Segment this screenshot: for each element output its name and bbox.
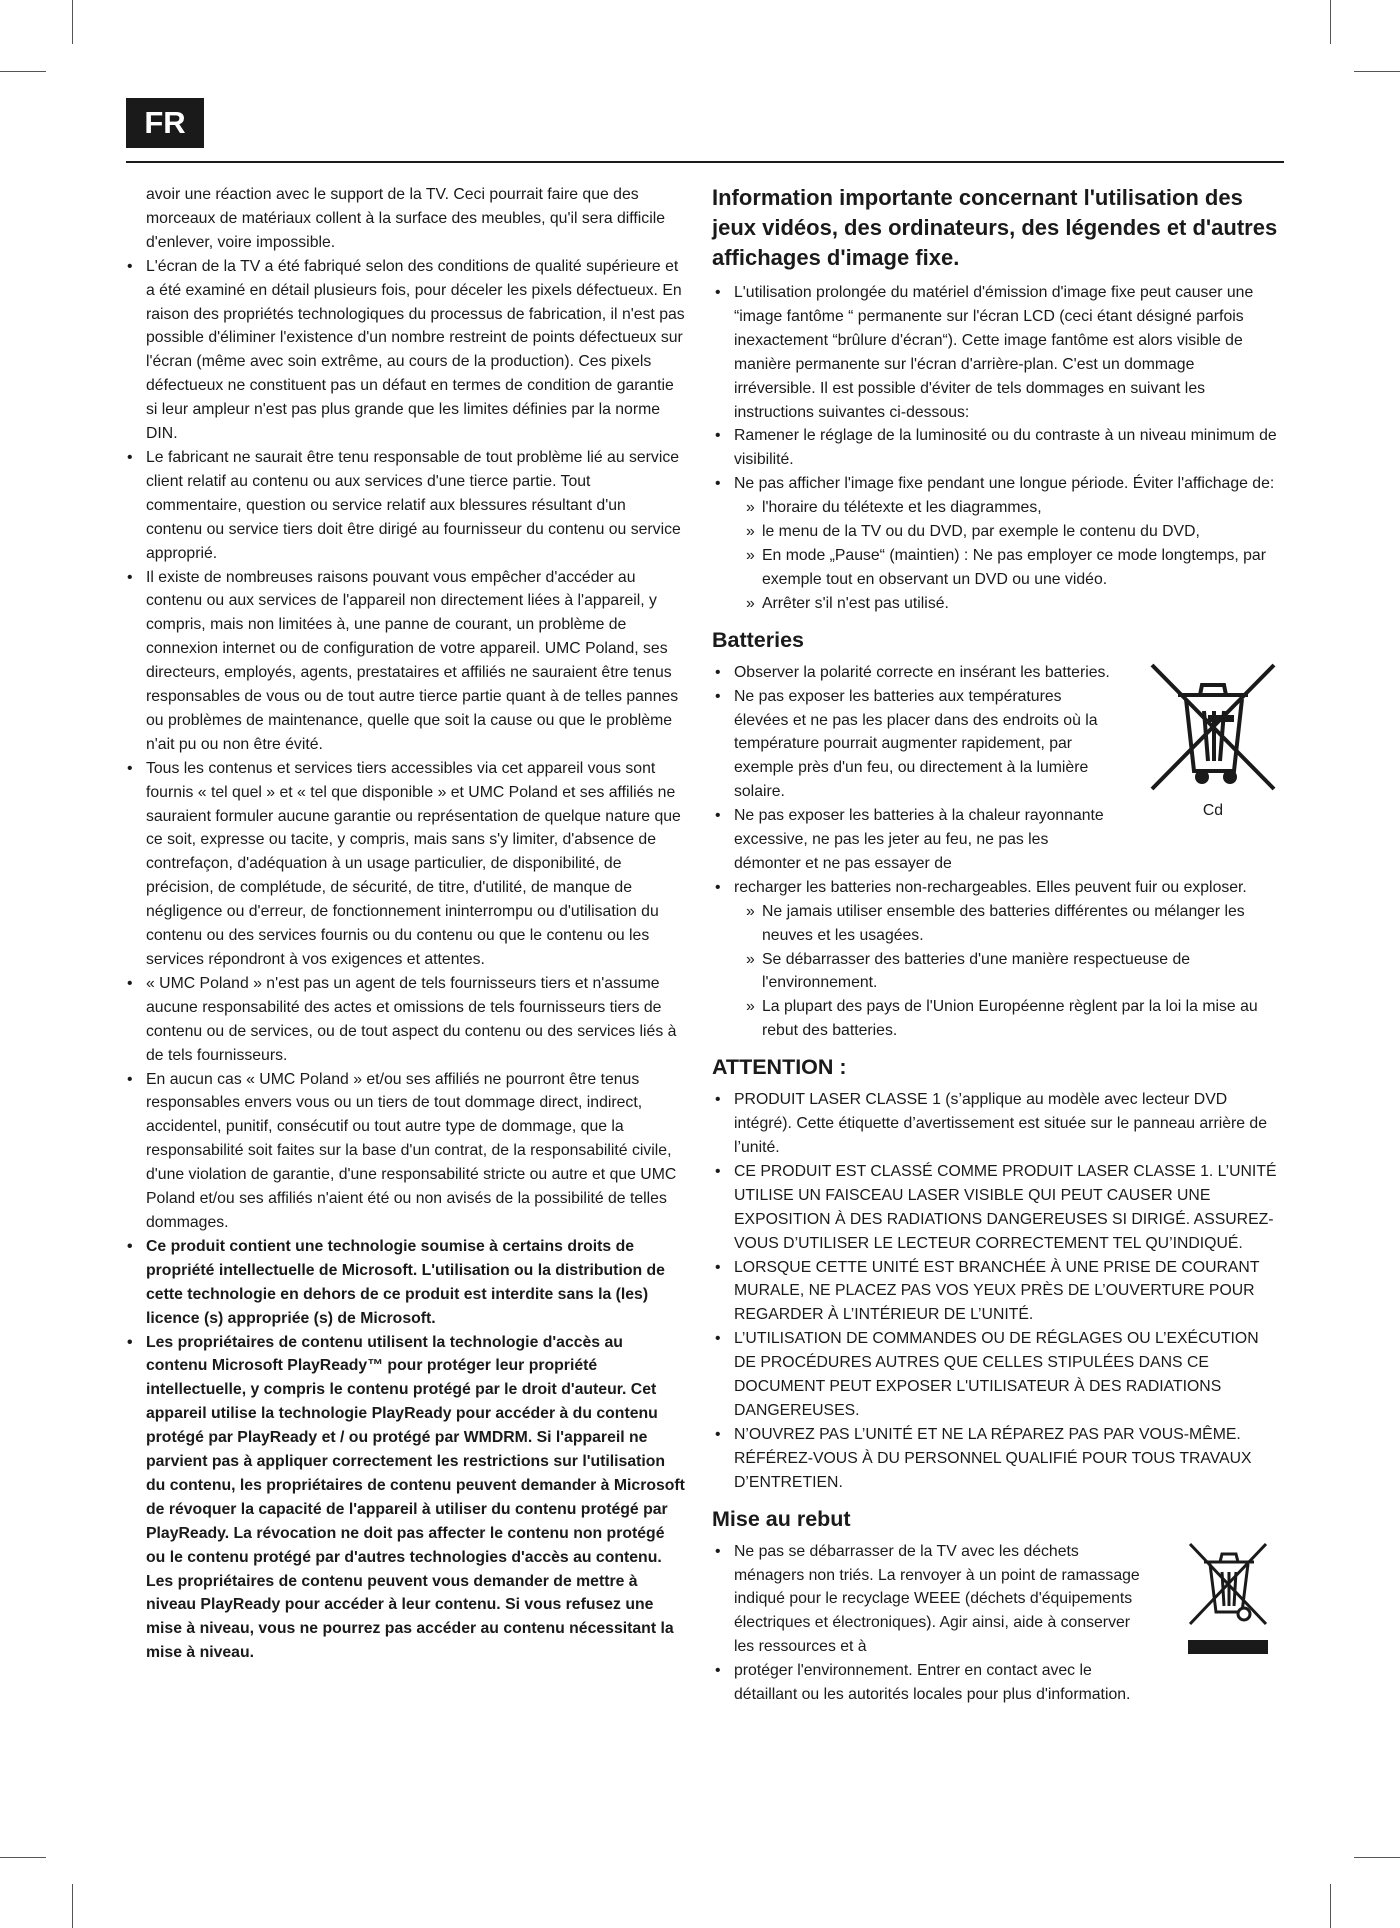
info-sub-list	[712, 496, 1278, 616]
batteries-bullet-list-cont	[712, 876, 1278, 900]
list-item: • L'utilisation prolongée du matériel d'émission d'image fixe peut causer une “image fantôme “ permanente sur l'écran LCD (ceci étant désigné parfois inexactement “brûlure d'écran“). Cette image fantôme est alors visible de manière permanente sur l'écran d'arrière-plan. C'est un dommage irréversible. Il est possible d'éviter de tels dommages en suivant les instructions suivantes ci-dessous:	[712, 281, 1278, 424]
crop-mark	[1354, 1857, 1400, 1858]
crop-mark	[72, 1884, 73, 1928]
left-column	[124, 183, 686, 1665]
list-item: • Ne pas se débarrasser de la TV avec les déchets ménagers non triés. La renvoyer à un point de ramassage indiqué pour le recyclage WEEE (déchets d'équipements électriques et électroniques). Agir ainsi, aide à conserver les ressources et à	[712, 1540, 1152, 1660]
crop-mark	[1330, 0, 1331, 44]
list-item: • protéger l'environnement. Entrer en contact avec le détaillant ou les autorités locales pour plus d'information.	[712, 1659, 1152, 1707]
list-item: • Ne pas exposer les batteries à la chaleur rayonnante excessive, ne pas les jeter au feu, ne pas les démonter et ne pas essayer de	[712, 804, 1112, 876]
sub-list-item: » le menu de la TV ou du DVD, par exemple le contenu du DVD,	[712, 520, 1278, 544]
list-item: • Ramener le réglage de la luminosité ou du contraste à un niveau minimum de visibilité.	[712, 424, 1278, 472]
crop-mark	[1330, 1884, 1331, 1928]
list-item-bold: • Les propriétaires de contenu utilisent la technologie d'accès au contenu Microsoft PlayReady™ pour protéger leur propriété intellectuelle, y compris le contenu protégé par le droit d'auteur. Cet appareil utilise la technologie PlayReady pour accéder à du contenu protégé par PlayReady et / ou protégé par WMDRM. Si l'appareil ne parvient pas à appliquer correctement les restrictions sur l'utilisation du contenu, les propriétaires de contenu peuvent demander à Microsoft de révoquer la capacité de l'appareil à utiliser du contenu protégé par PlayReady. La révocation ne doit pas affecter le contenu non protégé ou le contenu protégé par d'autres technologies d'accès au contenu. Les propriétaires de contenu peuvent vous demander de mettre à niveau PlayReady pour accéder à leur contenu. Si vous refusez une mise à niveau, vous ne pourrez pas accéder au contenu nécessitant la mise à niveau.	[124, 1331, 686, 1666]
disposal-block	[712, 1540, 1278, 1707]
weee-bin-icon	[1186, 1540, 1270, 1656]
intro-paragraph: avoir une réaction avec le support de la TV. Ceci pourrait faire que des morceaux de matériaux collent à la surface des meubles, qu'il sera difficile d'enlever, voire impossible.	[146, 186, 666, 251]
right-column	[712, 183, 1278, 1707]
symbol-caption: Cd	[1202, 801, 1224, 819]
list-item: • Ne pas exposer les batteries aux températures élevées et ne pas les placer dans des endroits où la température pourrait augmenter rapidement, par exemple près d'un feu, ou directement à la lumière solaire.	[712, 685, 1112, 805]
weee-symbol	[1186, 1540, 1270, 1656]
list-item: • Observer la polarité correcte en insérant les batteries.	[712, 661, 1112, 685]
list-item: • L'écran de la TV a été fabriqué selon des conditions de qualité supérieure et a été examiné en détail plusieurs fois, pour déceler les pixels défectueux. En raison des propriétés technologiques du processus de fabrication, il n'est pas possible d'éliminer l'existence d'un nombre restreint de points défectueux sur l'écran (même avec soin extrême, au cours de la production). Ces pixels défectueux ne constituent pas un défaut en termes de condition de garantie si leur ampleur n'est pas plus grande que les limites définies par la norme DIN.	[124, 255, 686, 446]
batteries-sub-list	[712, 900, 1278, 1043]
crossed-bin-icon	[1148, 661, 1278, 796]
attention-bullet-list	[712, 1088, 1278, 1494]
crop-mark	[1354, 71, 1400, 72]
list-item: • Le fabricant ne saurait être tenu responsable de tout problème lié au service client relatif au contenu ou aux services d'une tierce partie. Tout commentaire, question ou service relatif aux blessures résultant d'un contenu ou service tiers doit être dirigé au fournisseur du contenu ou service approprié.	[124, 446, 686, 566]
left-bullet-list	[124, 255, 686, 1665]
list-item: • PRODUIT LASER CLASSE 1 (s’applique au modèle avec lecteur DVD intégré). Cette étiquette d’avertissement est située sur le panneau arrière de l’unité.	[712, 1088, 1278, 1160]
sub-list-item: » l'horaire du télétexte et les diagrammes,	[712, 496, 1278, 520]
section-title-info: Information importante concernant l'utilisation des jeux vidéos, des ordinateurs, des légendes et d'autres affichages d'image fixe.	[712, 185, 1278, 270]
info-bullet-list	[712, 281, 1278, 496]
list-item: • Ne pas afficher l'image fixe pendant une longue période. Éviter l'affichage de:	[712, 472, 1278, 496]
list-item: • CE PRODUIT EST CLASSÉ COMME PRODUIT LASER CLASSE 1. L’UNITÉ UTILISE UN FAISCEAU LASER VISIBLE QUI PEUT CAUSER UNE EXPOSITION À DES RADIATIONS DANGEREUSES SI DIRIGÉ. ASSUREZ-VOUS D’UTILISER LE LECTEUR CORRECTEMENT TEL QU’INDIQUÉ.	[712, 1160, 1278, 1256]
list-item: • « UMC Poland » n'est pas un agent de tels fournisseurs tiers et n'assume aucune responsabilité des actes et omissions de tels fournisseurs tiers de contenu ou de services, ou de tout aspect du contenu ou des services liés à de tels fournisseurs.	[124, 972, 686, 1068]
section-title-disposal: Mise au rebut	[712, 1506, 851, 1531]
list-item: • recharger les batteries non-rechargeables. Elles peuvent fuir ou exploser.	[712, 876, 1278, 900]
list-item: • LORSQUE CETTE UNITÉ EST BRANCHÉE À UNE PRISE DE COURANT MURALE, NE PLACEZ PAS VOS YEUX PRÈS DE L’OUVERTURE POUR REGARDER À L’INTÉRIEUR DE L’UNITÉ.	[712, 1256, 1278, 1328]
list-item: • Tous les contenus et services tiers accessibles via cet appareil vous sont fournis « tel quel » et « tel que disponible » et UMC Poland et ses affiliés ne sauraient formuler aucune garantie ou représentation de quelque nature que ce soit, expresse ou tacite, y compris, mais sans s'y limiter, d'absence de contrefaçon, d'adéquation à un usage particulier, de disponibilité, de précision, de complétude, de sécurité, de titre, d'utilité, de manque de négligence ou d'erreur, de fonctionnement ininterrompu ou d'utilisation du contenu ou des services fournis ou du contenu ou que le contenu ou les services répondront à vos exigences et attentes.	[124, 757, 686, 972]
list-item: • L’UTILISATION DE COMMANDES OU DE RÉGLAGES OU L’EXÉCUTION DE PROCÉDURES AUTRES QUE CELLES STIPULÉES DANS CE DOCUMENT PEUT EXPOSER L'UTILISATEUR À DES RADIATIONS DANGEREUSES.	[712, 1327, 1278, 1423]
sub-list-item: » Ne jamais utiliser ensemble des batteries différentes ou mélanger les neuves et les usagées.	[712, 900, 1278, 948]
batteries-bullet-list	[712, 661, 1112, 876]
sub-list-item: » Se débarrasser des batteries d'une manière respectueuse de l'environnement.	[712, 948, 1278, 996]
sub-list-item: » Arrêter s'il n'est pas utilisé.	[712, 592, 1278, 616]
disposal-bullet-list	[712, 1540, 1152, 1707]
list-item: • N’OUVREZ PAS L’UNITÉ ET NE LA RÉPAREZ PAS PAR VOUS-MÊME. RÉFÉREZ-VOUS À DU PERSONNEL QUALIFIÉ POUR TOUS TRAVAUX D’ENTRETIEN.	[712, 1423, 1278, 1495]
crop-mark	[0, 71, 46, 72]
list-item-bold: • Ce produit contient une technologie soumise à certains droits de propriété intellectuelle de Microsoft. L'utilisation ou la distribution de cette technologie en dehors de ce produit est interdite sans la (les) licence (s) appropriée (s) de Microsoft.	[124, 1235, 686, 1331]
list-item: • En aucun cas « UMC Poland » et/ou ses affiliés ne pourront être tenus responsables envers vous ou un tiers de tout dommage direct, indirect, accidentel, punitif, consécutif ou tout autre type de dommage, que la responsabilité soit faites sur la base d'un contrat, de la responsabilité civile, d'une violation de garantie, d'une responsabilité stricte ou autre et que UMC Poland et/ou ses affiliés n'aient été ou non avisés de la possibilité de telles dommages.	[124, 1068, 686, 1235]
sub-list-item: » La plupart des pays de l'Union Européenne règlent par la loi la mise au rebut des batteries.	[712, 995, 1278, 1043]
crop-mark	[0, 1857, 46, 1858]
batteries-block	[712, 661, 1278, 876]
crossed-bin-battery-symbol	[1148, 661, 1278, 822]
section-title-attention: ATTENTION :	[712, 1055, 847, 1080]
sub-list-item: » En mode „Pause“ (maintien) : Ne pas employer ce mode longtemps, par exemple tout en observant un DVD ou une vidéo.	[712, 544, 1278, 592]
section-title-batteries: Batteries	[712, 627, 805, 652]
list-item: • Il existe de nombreuses raisons pouvant vous empêcher d'accéder au contenu ou aux services de l'appareil non directement liées à l'appareil, y compris, mais non limitées à, une panne de courant, un problème de connexion internet ou de configuration de votre appareil. UMC Poland, ses directeurs, employés, agents, prestataires et affiliés ne sauraient être tenus responsables de vous ou de tout autre tierce partie quant à de telles pannes ou problèmes de maintenance, quelle que soit la cause ou que le problème n'ait pu ou non être évité.	[124, 566, 686, 757]
language-badge: FR	[126, 98, 204, 148]
header-rule	[126, 161, 1284, 163]
crop-mark	[72, 0, 73, 44]
